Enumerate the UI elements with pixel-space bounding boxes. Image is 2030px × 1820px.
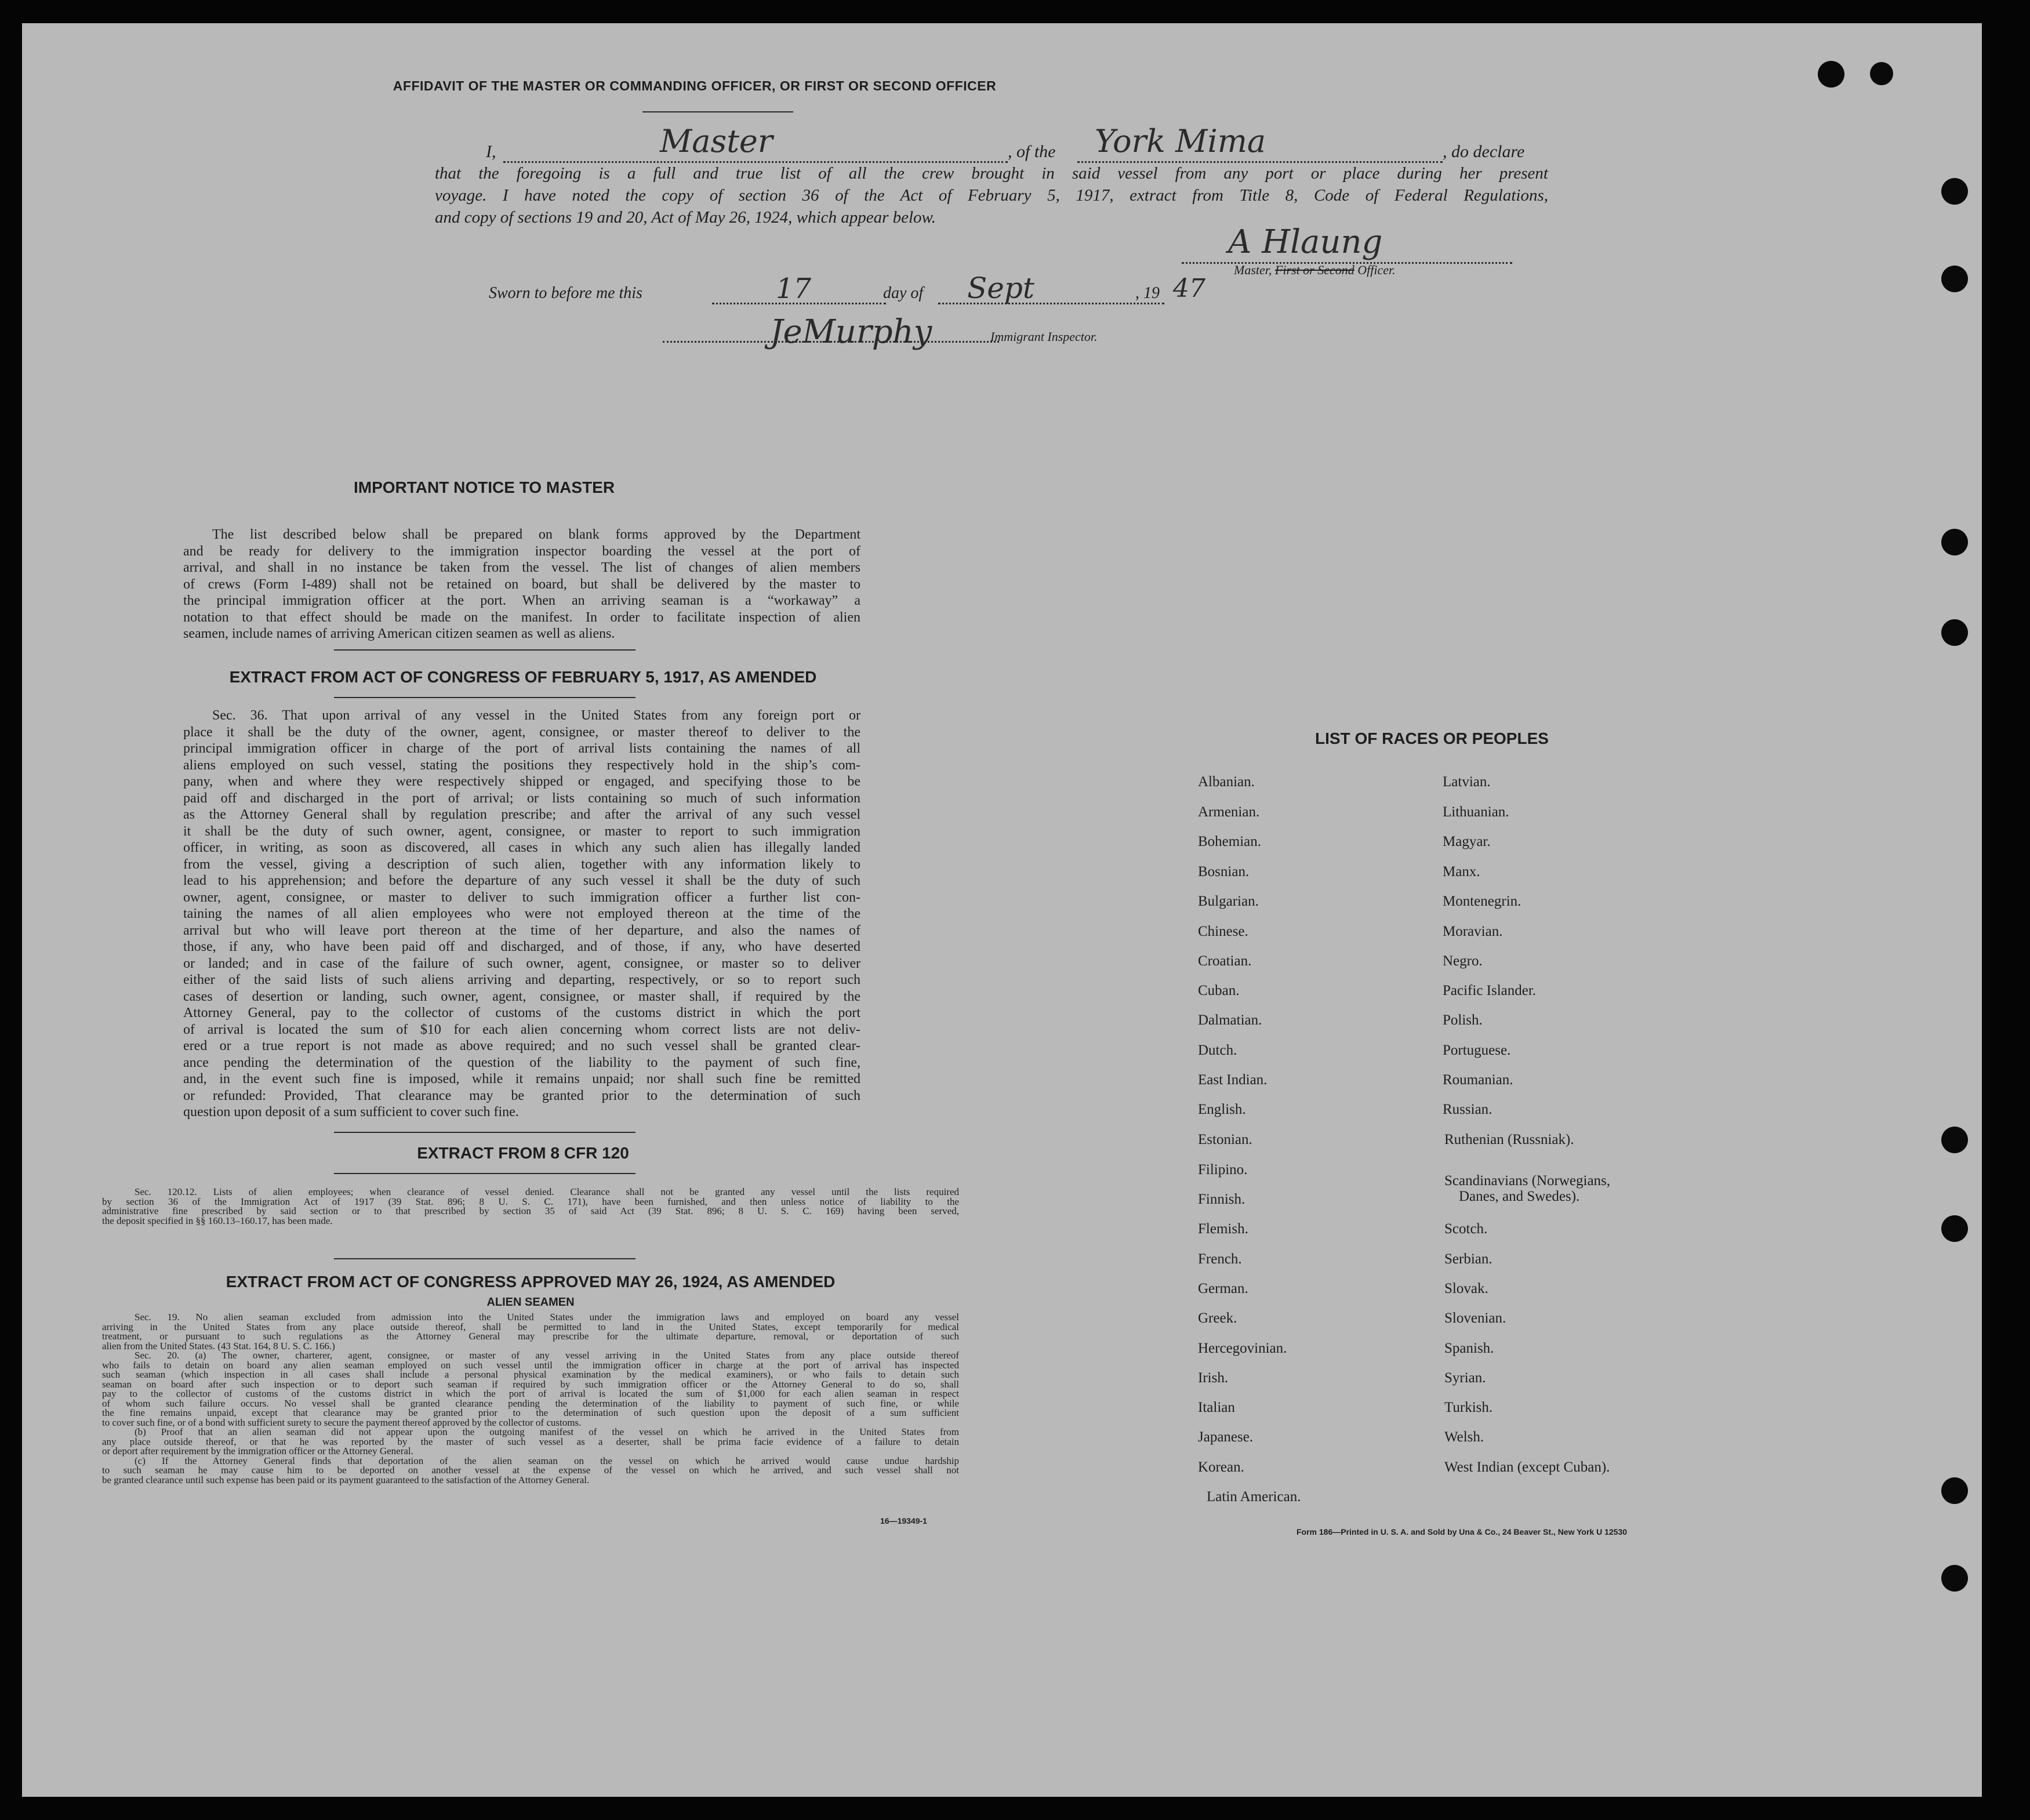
race-item: Italian bbox=[1198, 1400, 1235, 1415]
binder-hole bbox=[1941, 1127, 1968, 1153]
section-20-line: of whom such failure occurs. No vessel shall be granted clearance pending the determination of the liability to payment of such fine, or while bbox=[102, 1397, 959, 1409]
binder-hole bbox=[1818, 61, 1844, 88]
cfr-line: the deposit specified in §§ 160.13–160.17, has been made. bbox=[102, 1215, 333, 1226]
declaration-line-2: that the foregoing is a full and true list of all the crew brought in said vessel from any port or place during her present bbox=[435, 164, 1548, 183]
race-item: Greek. bbox=[1198, 1310, 1237, 1326]
extract-1924-subtitle: ALIEN SEAMEN bbox=[486, 1296, 575, 1309]
binder-hole bbox=[1941, 529, 1968, 555]
section-20c-line: be granted clearance until such expense has been paid or its payment guaranteed to the satisfaction of the Attorney General. bbox=[102, 1474, 590, 1485]
race-item: Bulgarian. bbox=[1198, 893, 1259, 909]
sworn-month-handwritten: Sept bbox=[967, 271, 1034, 305]
race-item: English. bbox=[1198, 1102, 1246, 1117]
cfr-line: Sec. 120.12. Lists of alien employees; when clearance of vessel denied. Clearance shall not be granted any vessel until the lists required bbox=[135, 1186, 959, 1197]
race-item: Spanish. bbox=[1444, 1341, 1494, 1356]
race-item: Filipino. bbox=[1198, 1162, 1248, 1178]
declaration-line-3: voyage. I have noted the copy of section 36 of the Act of February 5, 1917, extract from Title 8, Code of Federal Regulations, bbox=[435, 186, 1548, 205]
race-item: Scotch. bbox=[1444, 1221, 1488, 1237]
extract-1917-title: EXTRACT FROM ACT OF CONGRESS OF FEBRUARY 5, 1917, AS AMENDED bbox=[229, 668, 817, 686]
binder-hole bbox=[1941, 619, 1968, 646]
section-36-line: question upon deposit of a sum sufficient to cover such fine. bbox=[183, 1105, 519, 1120]
master-name-handwritten: Master bbox=[660, 123, 773, 159]
sworn-day-handwritten: 17 bbox=[776, 273, 812, 305]
race-item: Syrian. bbox=[1444, 1370, 1486, 1386]
section-36-line: ance pending the determination of the question of the liability to the payment of such fine, bbox=[183, 1055, 860, 1070]
race-item: Magyar. bbox=[1443, 834, 1491, 849]
race-item: Turkish. bbox=[1444, 1400, 1493, 1415]
section-20c-line: (c) If the Attorney General finds that deportation of the alien seaman on the vessel on which he arrived would cause undue hardship bbox=[135, 1455, 959, 1466]
sworn-year-handwritten: 47 bbox=[1173, 274, 1205, 303]
section-36-line: or refunded: Provided, That clearance may be granted prior to the determination of such bbox=[183, 1088, 860, 1103]
race-item: Hercegovinian. bbox=[1198, 1341, 1287, 1356]
declaration-suffix: , do declare bbox=[1443, 142, 1525, 161]
extract-cfr-body bbox=[102, 1187, 959, 1226]
section-36-line: of arrival is located the sum of $10 for each alien concerning whom correct lists are not deliv- bbox=[183, 1022, 860, 1037]
race-item: West Indian (except Cuban). bbox=[1444, 1459, 1610, 1475]
section-36-line: principal immigration officer in charge of the port of arrival lists containing the names of all bbox=[183, 741, 860, 756]
binder-hole bbox=[1870, 62, 1893, 85]
section-36-line: owner, agent, consignee, or master to deliver to such immigration officer a further list con- bbox=[183, 889, 860, 905]
printer-footer: Form 186—Printed in U. S. A. and Sold by Una & Co., 24 Beaver St., New York U 12530 bbox=[1297, 1527, 1628, 1536]
binder-hole bbox=[1941, 1477, 1968, 1504]
section-20-line: who fails to detain on board any alien seaman employed on such vessel until the immigration officer in charge at the port of arrival has inspected bbox=[102, 1359, 959, 1371]
section-20-line: Sec. 20. (a) The owner, charterer, agent, consignee, or master of any vessel arriving in the United States from any place outside thereof bbox=[135, 1350, 959, 1361]
section-36-line: those, if any, who have been paid off and discharged, and of those, if any, who have deserted bbox=[183, 939, 860, 954]
race-item: Dalmatian. bbox=[1198, 1012, 1262, 1028]
section-36-line: arrival but who will leave port thereon at the time of her departure, and also the names of bbox=[183, 922, 860, 938]
race-item: Serbian. bbox=[1444, 1251, 1492, 1267]
section-rule bbox=[334, 649, 635, 651]
section-36-line: ered or a true report is not made as above required; and no such vessel shall be granted clear- bbox=[183, 1038, 860, 1054]
section-20-line: such seaman (which inspection in all cases shall include a personal physical examination by the medical examiners), or who fails to detain such bbox=[102, 1369, 959, 1380]
section-36-line: aliens employed on such vessel, stating the positions they respectively hold in the ship’s com- bbox=[183, 757, 860, 773]
section-36-line: Sec. 36. That upon arrival of any vessel in the United States from any foreign port or bbox=[212, 708, 860, 723]
cfr-line: by section 36 of the Immigration Act of 1917 (39 Stat. 896; 8 U. S. C. 171), have been furnished, and then unless notice of liability to the bbox=[102, 1196, 959, 1207]
section-20b-line: any place outside thereof, or that he was reported by the master of such vessel as a deserter, shall be prima facie evidence of a failure to detain bbox=[102, 1436, 959, 1447]
notice-line: arrival, and shall in no instance be taken from the vessel. The list of changes of alien members bbox=[183, 560, 860, 575]
section-36-line: lead to his apprehension; and before the departure of any such vessel it shall be the duty of such bbox=[183, 873, 860, 888]
section-rule bbox=[334, 1173, 635, 1174]
section-20c-line: to such seaman he may cause him to be deported on another vessel at the expense of the vessel on which he arrived, and such vessel shall not bbox=[102, 1465, 959, 1476]
race-item: Armenian. bbox=[1198, 804, 1260, 820]
section-rule bbox=[334, 1132, 635, 1133]
inspector-label: Immigrant Inspector. bbox=[990, 329, 1098, 344]
binder-hole bbox=[1941, 178, 1968, 205]
race-item: Albanian. bbox=[1198, 774, 1255, 790]
section-20b-line: or deport after requirement by the immigration officer or the Attorney General. bbox=[102, 1445, 413, 1456]
race-item: Negro. bbox=[1443, 953, 1483, 969]
signature-label bbox=[1234, 263, 1396, 278]
vessel-blank bbox=[1077, 161, 1443, 163]
race-item: Slovak. bbox=[1444, 1281, 1488, 1296]
section-36-line: place it shall be the duty of the owner, agent, consignee, or master thereof to deliver to the bbox=[183, 724, 860, 740]
section-36-line: paid off and discharged in the port of arrival; or lists containing so much of such information bbox=[183, 790, 860, 806]
form-number: 16—19349-1 bbox=[880, 1516, 927, 1525]
sworn-prefix: Sworn to before me this bbox=[489, 284, 642, 302]
section-36-line: taining the names of all alien employees who were not employed thereon at the time of the bbox=[183, 906, 860, 921]
race-item: French. bbox=[1198, 1251, 1242, 1267]
section-36-line: either of the said lists of such aliens arriving and departing, respectively, or so to report such bbox=[183, 972, 860, 987]
section-36-line: officer, in writing, as soon as discovered, all cases in which any such alien has illegally landed bbox=[183, 840, 860, 855]
extract-1924-title: EXTRACT FROM ACT OF CONGRESS APPROVED MAY 26, 1924, AS AMENDED bbox=[226, 1273, 836, 1291]
race-item: Irish. bbox=[1198, 1370, 1229, 1386]
race-item: Latvian. bbox=[1443, 774, 1491, 790]
section-rule bbox=[334, 1258, 635, 1259]
race-item: Slovenian. bbox=[1444, 1310, 1506, 1326]
race-item: Lithuanian. bbox=[1443, 804, 1509, 820]
race-item: Bosnian. bbox=[1198, 864, 1250, 880]
binder-hole bbox=[1941, 266, 1968, 292]
race-item: Manx. bbox=[1443, 864, 1480, 880]
master-signature: A Hlaung bbox=[1228, 223, 1383, 261]
section-36-line: and, in the event such fine is imposed, while it remains unpaid; nor shall such fine be remitted bbox=[183, 1071, 860, 1087]
declaration-line-4: and copy of sections 19 and 20, Act of May 26, 1924, which appear below. bbox=[435, 208, 936, 227]
race-item-continuation: Danes, and Swedes). bbox=[1459, 1189, 1580, 1204]
notice-line: of crews (Form I-489) shall not be retained on board, but shall be delivered by the master to bbox=[183, 576, 860, 592]
notice-line: seamen, include names of arriving American citizen seamen as well as aliens. bbox=[183, 626, 615, 641]
document-page bbox=[22, 23, 1982, 1797]
race-item: Korean. bbox=[1198, 1459, 1244, 1475]
binder-hole bbox=[1941, 1565, 1968, 1592]
extract-cfr-title: EXTRACT FROM 8 CFR 120 bbox=[417, 1144, 629, 1162]
section-36-line: Attorney General, pay to the collector of customs of the customs district in which the port bbox=[183, 1005, 860, 1020]
notice-title: IMPORTANT NOTICE TO MASTER bbox=[354, 478, 615, 496]
race-item: Finnish. bbox=[1198, 1191, 1245, 1207]
section-19-line: Sec. 19. No alien seaman excluded from admission into the United States under the immigration laws and employed on board any vessel bbox=[135, 1312, 959, 1323]
section-36-line: as the Attorney General shall by regulation prescribe; and after the arrival of any such vessel bbox=[183, 807, 860, 822]
signature-label-officer: Officer. bbox=[1357, 263, 1396, 277]
race-item: Polish. bbox=[1443, 1012, 1483, 1028]
race-item: Moravian. bbox=[1443, 924, 1503, 939]
race-item: Russian. bbox=[1443, 1102, 1492, 1117]
race-item: Latin American. bbox=[1207, 1489, 1301, 1505]
section-19-line: treatment, or pursuant to such regulations as the Attorney General may prescribe for the ultimate departure, removal, or deportation of such bbox=[102, 1331, 959, 1342]
section-20-line: to cover such fine, or of a bond with sufficient surety to secure the payment thereof approved by the collector of customs. bbox=[102, 1416, 582, 1428]
notice-line: and be ready for delivery to the immigration inspector boarding the vessel at the port of bbox=[183, 543, 860, 559]
race-item: Dutch. bbox=[1198, 1042, 1237, 1058]
race-item: Pacific Islander. bbox=[1443, 983, 1537, 998]
race-item: Cuban. bbox=[1198, 983, 1240, 998]
declaration-prefix: I, bbox=[486, 142, 496, 161]
race-item: Chinese. bbox=[1198, 924, 1248, 939]
section-36-line: it shall be the duty of such owner, agent, consignee, or master to report to such immigration bbox=[183, 823, 860, 839]
race-item: German. bbox=[1198, 1281, 1248, 1296]
race-item: Croatian. bbox=[1198, 953, 1252, 969]
race-item: Welsh. bbox=[1444, 1429, 1484, 1445]
vessel-name-handwritten: York Mima bbox=[1095, 123, 1266, 159]
name-blank bbox=[503, 161, 1008, 163]
notice-line: notation to that effect should be made on the manifest. In order to facilitate inspection of alien bbox=[183, 609, 860, 625]
binder-hole bbox=[1941, 1215, 1968, 1242]
extract-1917-body bbox=[183, 707, 860, 1121]
race-item: Roumanian. bbox=[1443, 1072, 1513, 1088]
race-item: Japanese. bbox=[1198, 1429, 1254, 1445]
declaration-mid: , of the bbox=[1008, 142, 1056, 161]
sworn-year-prefix: , 19 bbox=[1135, 284, 1160, 302]
section-36-line: from the vessel, giving a description of such alien, together with any information likely to bbox=[183, 856, 860, 872]
section-20-line: the fine remains unpaid, except that clearance may be granted prior to the determination of such question upon the deposit of a sum sufficient bbox=[102, 1407, 959, 1418]
notice-line: The list described below shall be prepared on blank forms approved by the Department bbox=[212, 527, 860, 542]
race-item: Bohemian. bbox=[1198, 834, 1262, 849]
section-19-line: alien from the United States. (43 Stat. 164, 8 U. S. C. 166.) bbox=[102, 1340, 335, 1352]
section-20b-line: (b) Proof that an alien seaman did not appear upon the outgoing manifest of the vessel on which he arrived in the United States from bbox=[135, 1426, 959, 1437]
sworn-day-of: day of bbox=[883, 284, 924, 302]
section-36-line: pany, when and where they were respectively shipped or engaged, and specifying those to be bbox=[183, 774, 860, 789]
extract-1924-body bbox=[102, 1313, 959, 1485]
signature-label-master: Master, bbox=[1234, 263, 1272, 277]
race-item: East Indian. bbox=[1198, 1072, 1268, 1088]
affidavit-title: AFFIDAVIT OF THE MASTER OR COMMANDING OFFICER, OR FIRST OR SECOND OFFICER bbox=[393, 78, 997, 93]
section-20-line: seaman on board after such inspection or to deport such seaman if required by such immigration officer or the Attorney General to do so, shall bbox=[102, 1378, 959, 1390]
section-20-line: pay to the collector of customs of the customs district in which the port of arrival is located the sum of $1,000 for each alien seaman in respect bbox=[102, 1388, 959, 1399]
cfr-line: administrative fine prescribed by said section or to that prescribed by section 35 of said Act (39 Stat. 896; 8 U. S. C. 169) having been served, bbox=[102, 1205, 959, 1216]
notice-line: the principal immigration officer at the port. When an arriving seaman is a “workaway” a bbox=[183, 593, 860, 608]
section-19-line: arriving in the United States from any place outside thereof, shall be permitted to land in the United States, except temporarily for medical bbox=[102, 1321, 959, 1332]
section-36-line: or landed; and in case of the failure of such owner, agent, consignee, or master so to deliver bbox=[183, 956, 860, 971]
section-rule bbox=[334, 697, 635, 698]
race-item: Estonian. bbox=[1198, 1132, 1252, 1147]
races-title: LIST OF RACES OR PEOPLES bbox=[1315, 729, 1549, 747]
signature-label-struck: First or Second bbox=[1274, 263, 1354, 277]
race-item: Ruthenian (Russniak). bbox=[1444, 1132, 1574, 1147]
race-item: Scandinavians (Norwegians, bbox=[1444, 1173, 1611, 1189]
title-underline bbox=[642, 111, 793, 112]
race-item: Portuguese. bbox=[1443, 1042, 1511, 1058]
race-item: Flemish. bbox=[1198, 1221, 1248, 1237]
notice-body bbox=[183, 526, 860, 642]
inspector-signature: JeMurphy bbox=[770, 313, 932, 351]
race-item: Montenegrin. bbox=[1443, 893, 1521, 909]
section-36-line: cases of desertion or landing, such owner, agent, consignee, or master shall, if required by the bbox=[183, 989, 860, 1004]
